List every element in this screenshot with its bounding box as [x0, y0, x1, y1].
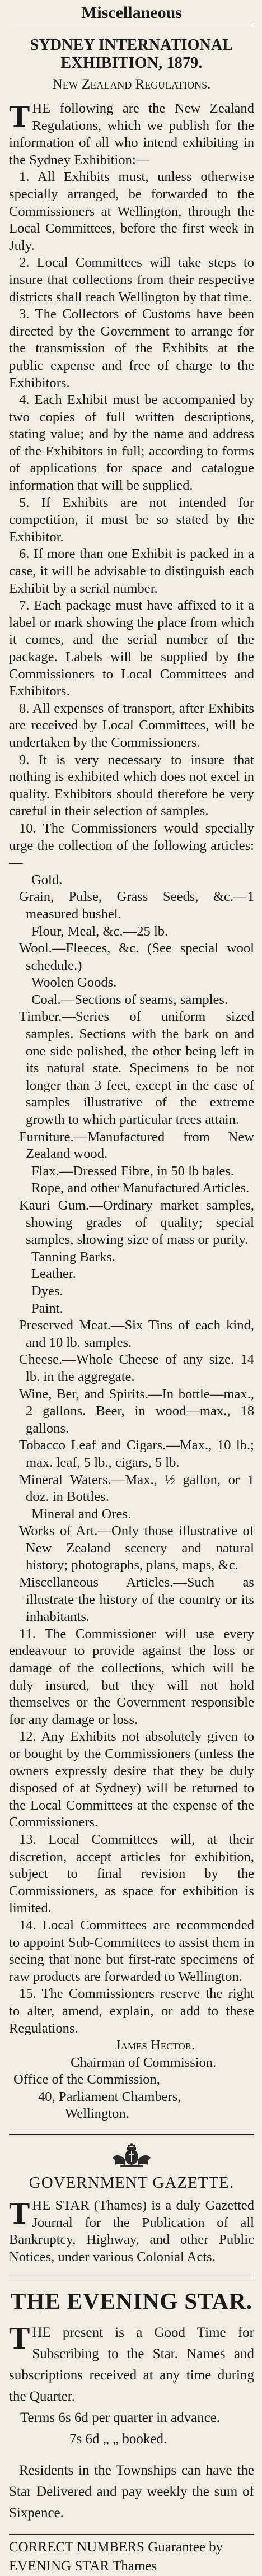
list-item: Wine, Ber, and Spirits.—In bottle—max., 2 gallons. Beer, in wood—max., 18 gallons.	[19, 1386, 254, 1436]
dropcap: T	[9, 2196, 30, 2231]
regulation-paragraph: 10. The Commissioners would specially urge the collection of the following articles:—	[9, 820, 254, 871]
articles-list	[9, 872, 254, 1626]
list-item: Flax.—Dressed Fibre, in 50 lb bales.	[31, 1163, 235, 1179]
office-line: Office of the Commission,	[13, 2072, 160, 2087]
coat-of-arms-icon	[110, 2142, 153, 2168]
regulation-paragraph: 12. Any Exhibits not absolutely given to or bought by the Commissioners (unless the owners expressly desire that they be duly disposed of at Sydney) will be returned to the Local Committees at the expense of the Commissioners.	[9, 1729, 254, 1830]
regulation-paragraph: 7. Each package must have affixed to it a label or mark showing the place from which it comes, and the serial number of the package. Labels will be supplied by the Commissioners to Local Committees and Exhibitors.	[9, 598, 254, 699]
list-item: Timber.—Series of uniform sized samples. Sections with the bark on and one side polished, the other being left in its natural state. Specimens to be not longer than 3 feet, except in the case of samples illustrative of the extreme growth to which particular trees attain.	[19, 1009, 254, 1128]
evening-star-notice	[9, 2322, 254, 2407]
section-header: Miscellaneous	[81, 3, 182, 22]
regulation-paragraph: 5. If Exhibits are not intended for competition, it must be so stated by the Exhibitor.	[9, 495, 254, 545]
list-item: Dyes.	[31, 1283, 63, 1299]
terms-line: Terms 6s 6d per quarter in advance.	[20, 2410, 221, 2426]
article-title: SYDNEY INTERNATIONAL EXHIBITION, 1879.	[30, 36, 233, 72]
signature-name: James Hector.	[115, 2038, 195, 2053]
dropcap: T	[9, 99, 30, 134]
regulation-paragraph: 2. Local Committees will take steps to insure that collections from their respective districts shall reach Wellington by that time.	[9, 255, 254, 305]
list-item: Paint.	[31, 1300, 63, 1316]
office-line: 40, Parliament Chambers,	[38, 2089, 181, 2104]
regulation-paragraph: 11. The Commissioner will use every endeavour to provide against the loss or damage of the collections, which will be duly insured, but they will not hold themselves or the Government responsible for any damage or loss.	[9, 1626, 254, 1727]
regulation-paragraph: 13. Local Committees will, at their discretion, accept articles for exhibition, subject to final revision by the Commissioners, as space for exhibition is limited.	[9, 1831, 254, 1916]
regulation-paragraph: 3. The Collectors of Customs have been directed by the Government to arrange for the transmission of the Exhibits at the public expense and free of charge to the Exhibitors.	[9, 306, 254, 390]
list-item: Woolen Goods.	[31, 975, 117, 991]
list-item: Gold.	[31, 872, 63, 887]
regulation-paragraph: 6. If more than one Exhibit is packed in a case, it will be advisable to distinguish each Exhibit by a serial number.	[9, 546, 254, 596]
gazette-text: HE STAR (Thames) is a duly Gazetted Journal for the Publication of all Bankruptcy, Highway, and other Public Notices, under various Colonial Acts.	[9, 2198, 254, 2265]
correct-numbers-notice: CORRECT NUMBERS Guarantee by EVENING STAR Thames	[9, 2540, 223, 2574]
dropcap: T	[9, 2321, 30, 2356]
section-divider	[9, 2132, 254, 2135]
list-item: Flour, Meal, &c.—25 lb.	[31, 923, 169, 939]
list-item: Mineral and Ores.	[31, 1506, 132, 1522]
article-subtitle: New Zealand Regulations.	[52, 77, 211, 92]
list-item: Furniture.—Manufactured from New Zealand wood.	[19, 1129, 254, 1162]
regulation-paragraph: 4. Each Exhibit must be accompanied by two copies of full written descriptions, stating value; and by the name and address of the Exhibitors in full; according to forms of applications for space and catalogue information that will be supplied.	[9, 392, 254, 494]
article-intro-text: HE following are the New Zealand Regulations, which we publish for the information of all who intend exhibiting in the Sydney Exhibition:—	[9, 101, 254, 168]
list-item: Leather.	[31, 1266, 76, 1282]
regulation-paragraph: 8. All expenses of transport, after Exhibits are received by Local Committees, will be undertaken by the Commissioners.	[9, 700, 254, 750]
gazette-title: GOVERNMENT GAZETTE.	[29, 2174, 235, 2192]
regulation-paragraph: 9. It is very necessary to insure that nothing is exhibited which does not excel in quality. Exhibitors should therefore be very careful in their selection of samples.	[9, 752, 254, 819]
signature-block	[9, 2037, 254, 2123]
regulation-paragraph: 1. All Exhibits must, unless otherwise specially arranged, be forwarded to the Commissioners at Wellington, through the Local Committees, before the first week in July.	[9, 169, 254, 253]
section-rule	[9, 2534, 254, 2535]
residents-notice: Residents in the Townships can have the Star Delivered and pay weekly the sum of Sixpence.	[9, 2463, 254, 2521]
list-item: Mineral Waters.—Max., ½ gallon, or 1 doz. in Bottles.	[19, 1472, 254, 1505]
list-item: Wool.—Fleeces, &c. (See special wool schedule.)	[19, 941, 254, 973]
regulation-paragraph: 15. The Commissioners reserve the right to alter, amend, explain, or add to these Regulations.	[9, 1986, 254, 2036]
list-item: Tanning Barks.	[31, 1249, 115, 1264]
evening-star-title: THE EVENING STAR.	[10, 2288, 253, 2314]
regulation-paragraph: 14. Local Committees are recommended to appoint Sub-Committees to assist them in seeing that none but first-rate specimens of raw products are forwarded to Wellington.	[9, 1917, 254, 1984]
list-item: Works of Art.—Only those illustrative of New Zealand scenery and natural history; photographs, plans, maps, &c.	[19, 1523, 254, 1573]
evening-star-text: HE present is a Good Time for Subscribing to the Star. Names and subscriptions received at any time during the Quarter.	[9, 2325, 254, 2405]
list-item: Kauri Gum.—Ordinary market samples, showing grades of quality; special samples, showing size of mass or purity.	[19, 1198, 254, 1248]
gazette-notice	[9, 2197, 254, 2266]
section-divider	[9, 2275, 254, 2277]
office-line: Wellington.	[65, 2106, 129, 2122]
list-item: Miscellaneous Articles.—Such as illustrate the history of the country or its inhabitants.	[19, 1575, 254, 1625]
list-item: Coal.—Sections of seams, samples.	[31, 992, 228, 1007]
terms-line: 7s 6d „ „ booked.	[69, 2431, 167, 2447]
list-item: Cheese.—Whole Cheese of any size. 14 lb. in the aggregate.	[19, 1352, 254, 1384]
list-item: Preserved Meat.—Six Tins of each kind, and 10 lb. samples.	[19, 1318, 254, 1350]
signature-role: Chairman of Commission.	[71, 2054, 217, 2070]
list-item: Tobacco Leaf and Cigars.—Max., 10 lb.; max. leaf, 5 lb., cigars, 5 lb.	[19, 1438, 254, 1470]
article-intro	[9, 100, 254, 169]
list-item: Rope, and other Manufactured Articles.	[31, 1180, 250, 1196]
list-item: Grain, Pulse, Grass Seeds, &c.—1 measured bushel.	[19, 889, 254, 922]
